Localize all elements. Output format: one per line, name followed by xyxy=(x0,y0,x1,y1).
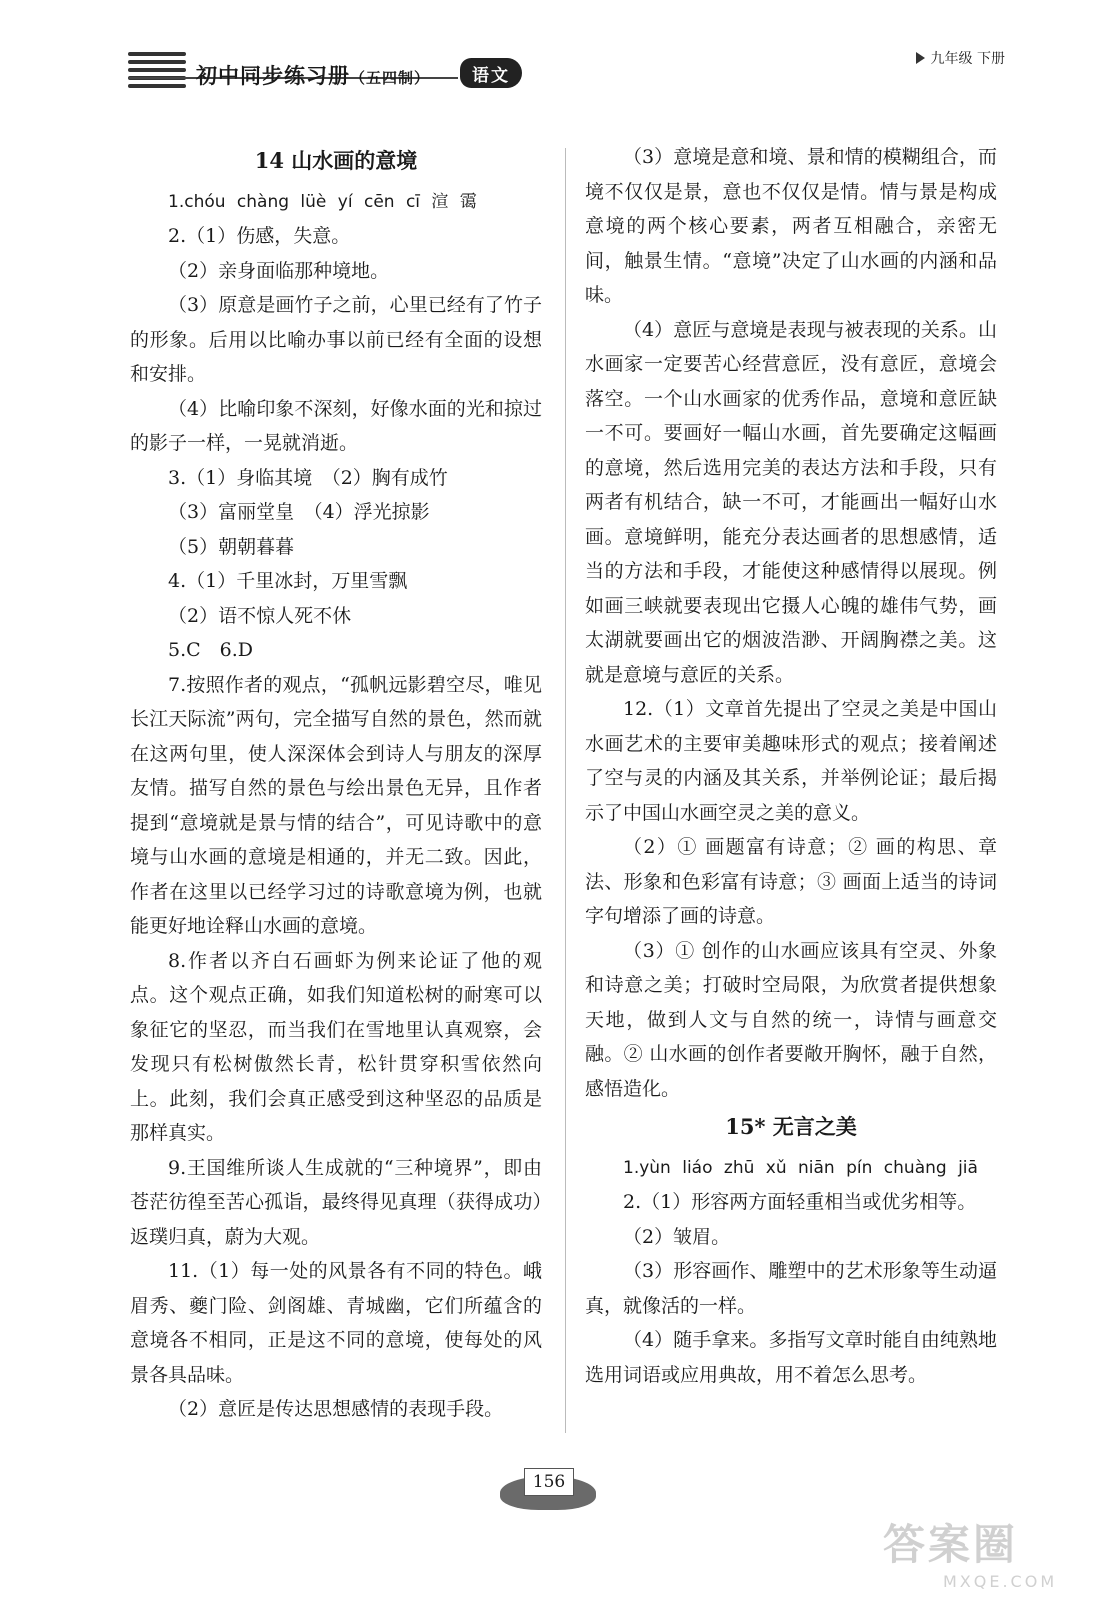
answer-item: （3）原意是画竹子之前，心里已经有了竹子的形象。后用以比喻办事以前已经有全面的设想和安排。 xyxy=(130,294,542,385)
answer-item: （4）比喻印象不深刻，好像水面的光和掠过的影子一样，一晃就消逝。 xyxy=(130,397,542,454)
answer-item: （4）随手拿来。多指写文章时能自由纯熟地选用词语或应用典故，用不着怎么思考。 xyxy=(585,1329,997,1386)
answer-item: （2）意匠是传达思想感情的表现手段。 xyxy=(168,1398,504,1420)
answer-item: （4）意匠与意境是表现与被表现的关系。山水画家一定要苦心经营意匠，没有意匠，意境会落空。一个山水画家的优秀作品，意境和意匠缺一不可。要画好一幅山水画，首先要确定这幅画的意境，然后选用完美的表达方法和手段，只有两者有机结合，缺一不可，才能画出一幅好山水画。意境鲜明，能充分表达画者的思想感情，适当的方法和手段，才能使这种感情得以展现。例如画三峡就要表现出它摄人心魄的雄伟气势，画太湖就要画出它的烟波浩渺、开阔胸襟之美。这就是意境与意匠的关系。 xyxy=(585,318,997,686)
answer-item: （2）① 画题富有诗意；② 画的构思、章法、形象和色彩富有诗意；③ 画面上适当的诗词字句增添了画的诗意。 xyxy=(585,836,997,927)
left-column xyxy=(130,140,542,1427)
section-title: 15* 无言之美 xyxy=(725,1114,857,1139)
answer-item: 5.C 6.D xyxy=(168,639,254,661)
grade-label xyxy=(916,48,1005,68)
subject-badge: 语文 xyxy=(460,58,522,88)
answer-item: 2.（1）形容两方面轻重相当或优劣相等。 xyxy=(623,1191,977,1213)
answer-item: （3）意境是意和境、景和情的模糊组合，而境不仅仅是景，意也不仅仅是情。情与景是构成意境的两个核心要素，两者互相融合，亲密无间，触景生情。“意境”决定了山水画的内涵和品味。 xyxy=(585,146,997,306)
answer-item: （2）皱眉。 xyxy=(623,1225,731,1248)
answer-item: 12.（1）文章首先提出了空灵之美是中国山水画艺术的主要审美趣味形式的观点；接着阐述了空与灵的内涵及其关系，并举例论证；最后揭示了中国山水画空灵之美的意义。 xyxy=(585,698,997,824)
books-stack-icon xyxy=(128,52,186,96)
watermark-text: 答案圈 xyxy=(883,1520,1019,1569)
book-edition: （五四制） xyxy=(350,69,431,87)
page-number: 156 xyxy=(524,1468,574,1496)
answer-item: （2）亲身面临那种境地。 xyxy=(168,259,390,282)
answer-item: 7.按照作者的观点，“孤帆远影碧空尽，唯见长江天际流”两句，完全描写自然的景色，然而就在这两句里，使人深深体会到诗人与朋友的深厚友情。描写自然的景色与绘出景色无异，且作者提到“意境就是景与情的结合”，可见诗歌中的意境与山水画的意境是相通的，并无二致。因此，作者在这里以已经学习过的诗歌意境为例，也就能更好地诠释山水画的意境。 xyxy=(130,673,542,937)
right-column xyxy=(585,140,997,1392)
page-header xyxy=(0,0,1093,120)
answer-item: 2.（1）伤感，失意。 xyxy=(168,225,351,247)
page-number-badge xyxy=(500,1468,596,1510)
answer-item: 8.作者以齐白石画虾为例来论证了他的观点。这个观点正确，如我们知道松树的耐寒可以象征它的坚忍，而当我们在雪地里认真观察，会发现只有松树傲然长青，松针贯穿积雪依然向上。此刻，我们会真正感受到这种坚忍的品质是那样真实。 xyxy=(130,949,542,1144)
column-divider xyxy=(565,148,566,1433)
answer-item: 4.（1）千里冰封，万里雪飘 xyxy=(168,570,408,592)
answer-item: （5）朝朝暮暮 xyxy=(168,535,295,558)
answer-item: （2）语不惊人死不休 xyxy=(168,604,352,627)
grade-text: 九年级 下册 xyxy=(930,51,1005,67)
book-title xyxy=(196,60,430,90)
book-title-text: 初中同步练习册 xyxy=(196,63,350,88)
watermark-logo xyxy=(883,1512,1058,1591)
answer-item: 1.chóu chàng lüè yí cēn cī 渲 霭 xyxy=(168,191,477,212)
answer-item: 1.yùn liáo zhū xǔ niān pín chuàng jiā xyxy=(623,1157,978,1178)
answer-item: 3.（1）身临其境 （2）胸有成竹 xyxy=(168,466,448,489)
answer-item: （3）① 创作的山水画应该具有空灵、外象和诗意之美；打破时空局限，为欣赏者提供想象天地，做到人文与自然的统一，诗情与画意交融。② 山水画的创作者要敞开胸怀，融于自然，感悟造化。 xyxy=(585,939,997,1100)
triangle-icon xyxy=(916,52,925,64)
watermark-url: MXQE.COM xyxy=(943,1572,1058,1591)
answer-item: 11.（1）每一处的风景各有不同的特色。峨眉秀、夔门险、剑阁雄、青城幽，它们所蕴含的意境各不相同，正是这不同的意境，使每处的风景各具品味。 xyxy=(130,1260,542,1386)
answer-item: （3）富丽堂皇 （4）浮光掠影 xyxy=(168,501,430,523)
section-title: 14 山水画的意境 xyxy=(254,148,418,173)
answer-item: （3）形容画作、雕塑中的艺术形象等生动逼真，就像活的一样。 xyxy=(585,1260,997,1317)
answer-item: 9.王国维所谈人生成就的“三种境界”，即由苍茫彷徨至苦心孤诣，最终得见真理（获得成功）返璞归真，蔚为大观。 xyxy=(130,1156,542,1248)
